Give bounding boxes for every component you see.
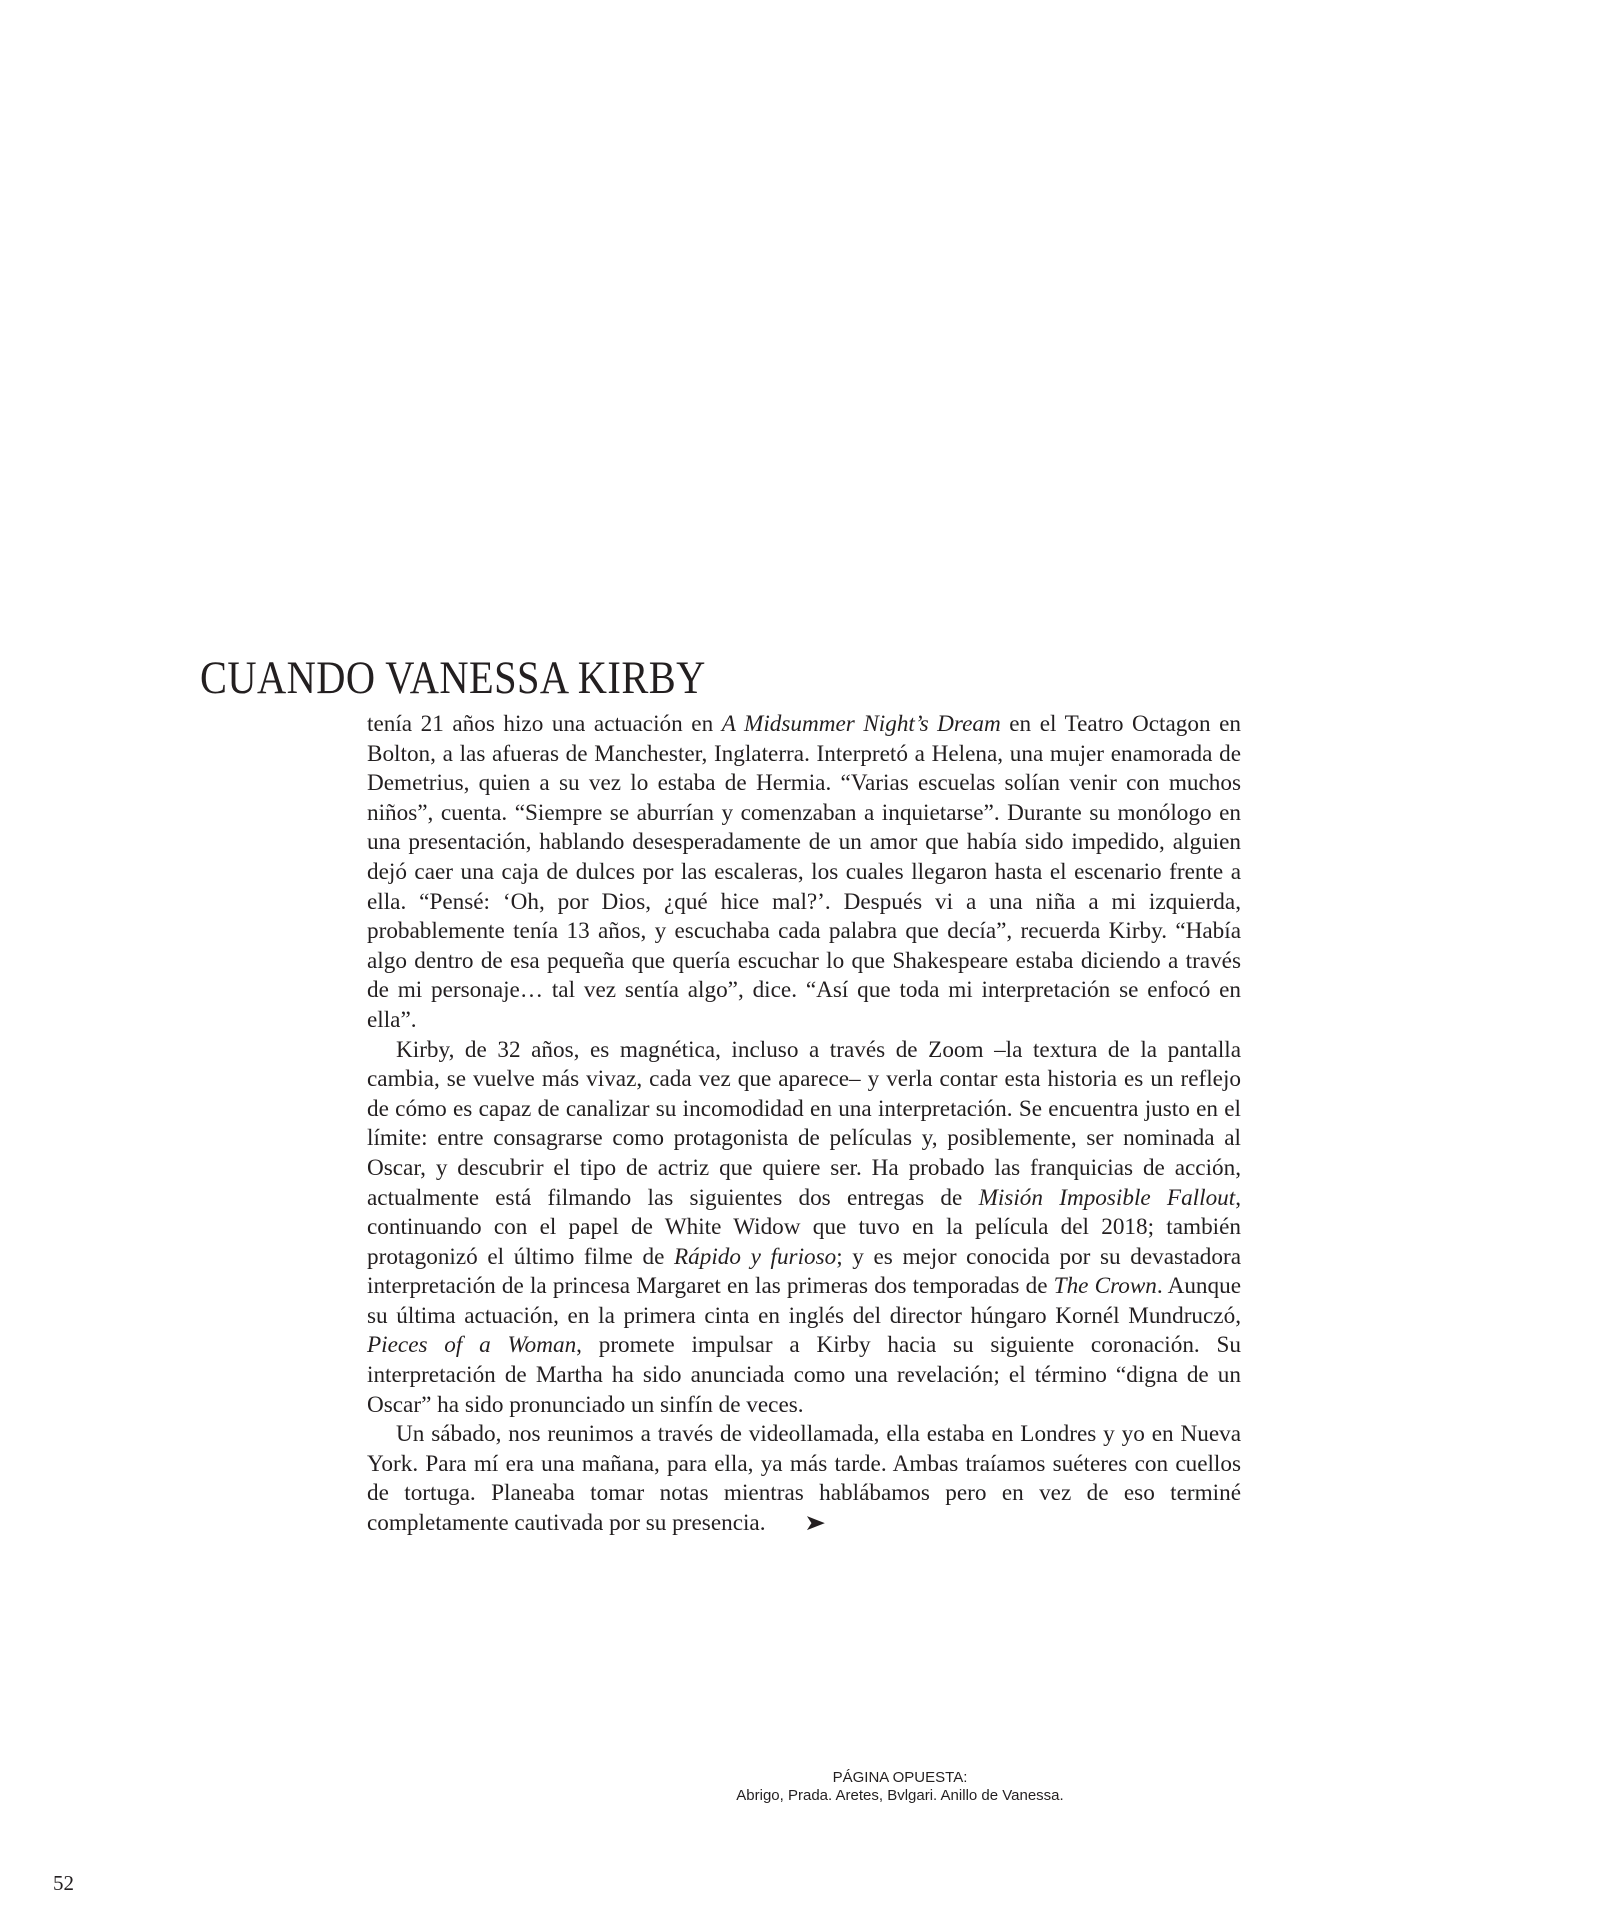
end-of-article-arrow-icon: ➤ — [803, 1510, 826, 1536]
caption-credits: Abrigo, Prada. Aretes, Bvlgari. Anillo de Vanessa. — [736, 1787, 1064, 1804]
caption-label: PÁGINA OPUESTA: — [832, 1769, 968, 1786]
article-headline: CUANDO VANESSA KIRBY — [200, 652, 706, 704]
page-number: 52 — [53, 1871, 74, 1895]
article-paragraph-2: Kirby, de 32 años, es magnética, incluso a través de Zoom –la textura de la pantalla cambia, se vuelve más vivaz, cada vez que aparece– y verla contar esta historia es un reflejo de cómo es capaz de canalizar su incomodidad en una interpretación. Se encuentra justo en el límite: entre consagrarse como protagonista de películas y, posiblemente, ser nominada al Oscar, y descubrir el tipo de actriz que quiere ser. Ha probado las franquicias de acción, actualmente está filmando las siguientes dos entregas de Misión Imposible Fallout, continuando con el papel de White Widow que tuvo en la película del 2018; también protagonizó el último filme de Rápido y furioso; y es mejor conocida por su devastadora interpretación de la princesa Margaret en las primeras dos temporadas de The Crown. Aunque su última actuación, en la primera cinta en inglés del director húngaro Kornél Mundruczó, Pieces of a Woman, promete impulsar a Kirby hacia su siguiente coronación. Su interpretación de Martha ha sido anunciada como una revelación; el término “digna de un Oscar” ha sido pronunciado un sinfín de veces. — [367, 1036, 1241, 1418]
article-paragraph-1: tenía 21 años hizo una actuación en A Midsummer Night’s Dream en el Teatro Octagon en Bolton, a las afueras de Manchester, Inglaterra. Interpretó a Helena, una mujer enamorada de Demetrius, quien a su vez lo estaba de Hermia. “Varias escuelas solían venir con muchos niños”, cuenta. “Siempre se aburrían y comenzaban a inquietarse”. Durante su monólogo en una presentación, hablando desesperadamente de un amor que había sido impedido, alguien dejó caer una caja de dulces por las escaleras, los cuales llegaron hasta el escenario frente a ella. “Pensé: ‘Oh, por Dios, ¿qué hice mal?’. Después vi a una niña a mi izquierda, probablemente tenía 13 años, y escuchaba cada palabra que decía”, recuerda Kirby. “Había algo dentro de esa pequeña que quería escuchar lo que Shakespeare estaba diciendo a través de mi personaje… tal vez sentía algo”, dice. “Así que toda mi interpretación se enfocó en ella”. — [367, 711, 1241, 1033]
article-paragraph-3: Un sábado, nos reunimos a través de videollamada, ella estaba en Londres y yo en Nueva York. Para mí era una mañana, para ella, ya más tarde. Ambas traíamos suéteres con cuellos de tortuga. Planeaba tomar notas mientras hablábamos pero en vez de eso terminé completamente cautivada por su presencia. ➤ — [367, 1421, 1241, 1537]
photo-caption — [500, 1769, 1300, 1805]
article-body — [367, 710, 1241, 1539]
